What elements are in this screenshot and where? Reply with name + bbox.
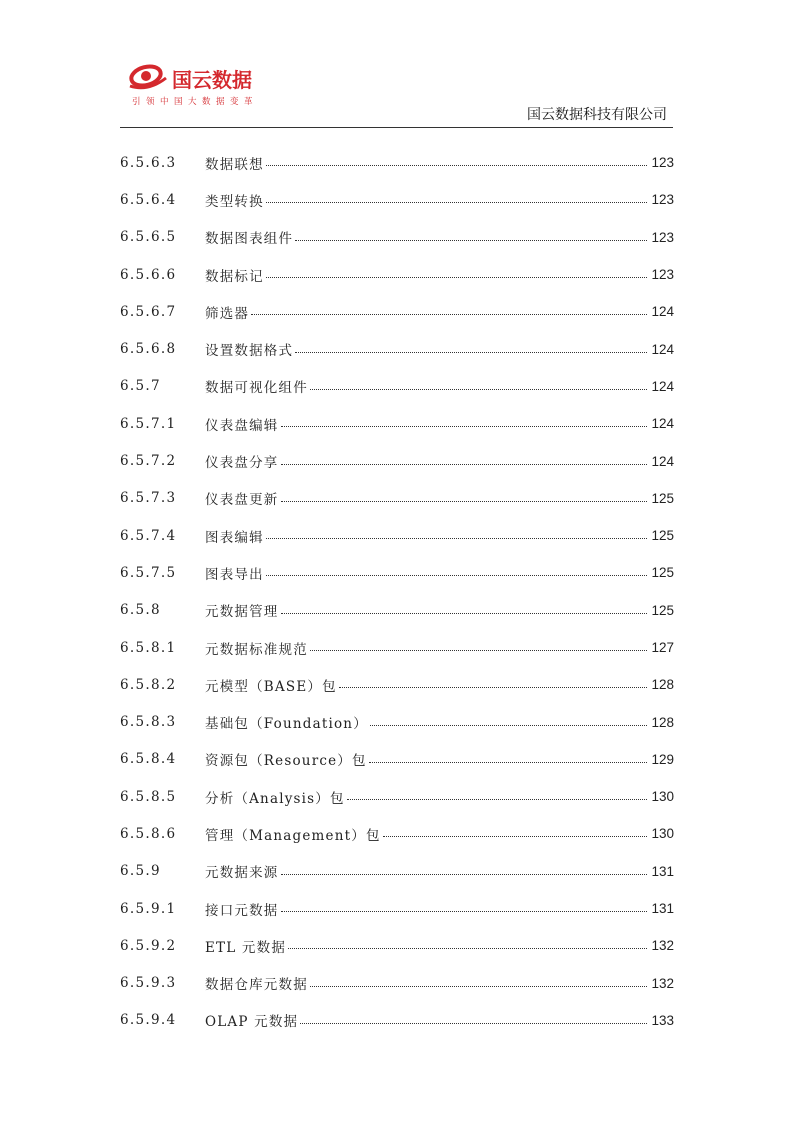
toc-entry-title: 元数据管理 xyxy=(205,604,279,621)
toc-entry-number: 6.5.9.3 xyxy=(120,975,177,992)
toc-entry[interactable] xyxy=(120,703,674,740)
logo-slogan: 引领中国大数据变革 xyxy=(132,97,259,107)
toc-entry-number: 6.5.8 xyxy=(120,602,161,619)
toc-leader-dots xyxy=(339,687,648,688)
toc-entry-page: 124 xyxy=(651,304,674,320)
toc-entry-title: 数据可视化组件 xyxy=(205,380,308,397)
toc-entry-page: 128 xyxy=(651,677,674,693)
toc-leader-dots xyxy=(251,314,647,315)
toc-leader-dots xyxy=(383,836,648,837)
toc-entry[interactable] xyxy=(120,666,674,703)
toc-entry[interactable] xyxy=(120,368,674,405)
toc-leader-dots xyxy=(370,725,648,726)
toc-entry-number: 6.5.9 xyxy=(120,863,161,880)
toc-entry-number: 6.5.7 xyxy=(120,378,161,395)
toc-entry-page: 129 xyxy=(651,751,674,767)
toc-entry-page: 123 xyxy=(651,267,674,283)
toc-entry-page: 125 xyxy=(651,602,674,618)
toc-entry-page: 130 xyxy=(651,826,674,842)
toc-leader-dots xyxy=(266,277,648,278)
toc-entry-title: 数据联想 xyxy=(205,156,264,173)
toc-entry-title: 元数据来源 xyxy=(205,865,279,882)
toc-entry-page: 125 xyxy=(651,490,674,506)
toc-entry-number: 6.5.6.4 xyxy=(120,191,177,208)
toc-entry[interactable] xyxy=(120,256,674,293)
toc-leader-dots xyxy=(281,613,648,614)
toc-entry-page: 128 xyxy=(651,714,674,730)
toc-entry[interactable] xyxy=(120,181,674,218)
toc-entry-title: 元模型（BASE）包 xyxy=(205,678,337,695)
toc-entry-title: 数据仓库元数据 xyxy=(205,977,308,994)
toc-entry-number: 6.5.7.2 xyxy=(120,453,177,470)
toc-entry-title: ETL 元数据 xyxy=(205,939,287,956)
toc-leader-dots xyxy=(310,650,648,651)
header-divider xyxy=(120,127,673,128)
toc-leader-dots xyxy=(310,986,648,987)
toc-entry-number: 6.5.9.2 xyxy=(120,937,177,954)
toc-entry-number: 6.5.6.6 xyxy=(120,266,177,283)
toc-entry[interactable] xyxy=(120,219,674,256)
toc-entry[interactable] xyxy=(120,853,674,890)
logo-text: 国云数据 xyxy=(172,68,252,92)
toc-entry-title: 数据标记 xyxy=(205,268,264,285)
toc-entry-title: 仪表盘分享 xyxy=(205,455,279,472)
toc-entry-number: 6.5.8.5 xyxy=(120,788,177,805)
toc-entry-title: 基础包（Foundation） xyxy=(205,716,368,733)
toc-entry-title: 图表导出 xyxy=(205,566,264,583)
toc-entry-title: 仪表盘更新 xyxy=(205,492,279,509)
toc-entry[interactable] xyxy=(120,592,674,629)
toc-entry[interactable] xyxy=(120,927,674,964)
company-logo xyxy=(128,62,278,108)
toc-entry-number: 6.5.8.6 xyxy=(120,825,177,842)
toc-leader-dots xyxy=(281,464,648,465)
toc-entry-page: 125 xyxy=(651,528,674,544)
toc-entry-number: 6.5.6.8 xyxy=(120,341,177,358)
toc-entry-page: 124 xyxy=(651,416,674,432)
toc-entry-title: 仪表盘编辑 xyxy=(205,417,279,434)
toc-leader-dots xyxy=(281,501,648,502)
toc-entry[interactable] xyxy=(120,778,674,815)
toc-entry-page: 123 xyxy=(651,155,674,171)
toc-entry-number: 6.5.6.5 xyxy=(120,229,177,246)
toc-entry-number: 6.5.7.5 xyxy=(120,564,177,581)
toc-leader-dots xyxy=(266,538,648,539)
toc-entry[interactable] xyxy=(120,144,674,181)
toc-entry-page: 124 xyxy=(651,453,674,469)
toc-leader-dots xyxy=(295,240,647,241)
toc-entry-page: 131 xyxy=(651,901,674,917)
toc-entry-title: 管理（Management）包 xyxy=(205,827,381,844)
toc-entry-number: 6.5.8.2 xyxy=(120,676,177,693)
company-name: 国云数据科技有限公司 xyxy=(527,107,667,123)
toc-entry-number: 6.5.8.1 xyxy=(120,639,177,656)
toc-entry-page: 132 xyxy=(651,975,674,991)
toc-entry-title: 图表编辑 xyxy=(205,529,264,546)
toc-leader-dots xyxy=(369,762,648,763)
toc-entry-page: 123 xyxy=(651,192,674,208)
toc-entry[interactable] xyxy=(120,330,674,367)
toc-leader-dots xyxy=(347,799,648,800)
toc-entry[interactable] xyxy=(120,517,674,554)
toc-entry[interactable] xyxy=(120,965,674,1002)
toc-entry[interactable] xyxy=(120,405,674,442)
toc-entry-page: 124 xyxy=(651,341,674,357)
toc-entry-number: 6.5.6.7 xyxy=(120,303,177,320)
toc-entry-number: 6.5.9.1 xyxy=(120,900,177,917)
toc-leader-dots xyxy=(281,911,648,912)
toc-entry-number: 6.5.7.4 xyxy=(120,527,177,544)
table-of-contents xyxy=(120,144,674,1039)
toc-entry[interactable] xyxy=(120,1002,674,1039)
toc-entry[interactable] xyxy=(120,554,674,591)
toc-entry-page: 127 xyxy=(651,640,674,655)
toc-leader-dots xyxy=(281,874,648,875)
toc-entry-title: 类型转换 xyxy=(205,193,264,210)
toc-entry[interactable] xyxy=(120,480,674,517)
page-header xyxy=(0,0,793,130)
toc-entry-title: 筛选器 xyxy=(205,305,250,322)
toc-entry-title: OLAP 元数据 xyxy=(205,1014,299,1031)
toc-entry[interactable] xyxy=(120,815,674,852)
toc-leader-dots xyxy=(310,389,648,390)
toc-entry-title: 接口元数据 xyxy=(205,902,279,919)
toc-leader-dots xyxy=(300,1023,647,1024)
toc-entry-page: 133 xyxy=(651,1012,674,1028)
toc-entry-page: 124 xyxy=(651,378,674,394)
toc-leader-dots xyxy=(266,202,648,203)
toc-entry-title: 设置数据格式 xyxy=(205,343,294,360)
toc-entry[interactable] xyxy=(120,293,674,330)
toc-entry-number: 6.5.9.4 xyxy=(120,1012,177,1029)
toc-leader-dots xyxy=(266,575,648,576)
toc-leader-dots xyxy=(266,165,648,166)
toc-entry-number: 6.5.7.3 xyxy=(120,490,177,507)
toc-entry-number: 6.5.8.3 xyxy=(120,714,177,731)
toc-entry-number: 6.5.8.4 xyxy=(120,751,177,768)
toc-entry-title: 元数据标准规范 xyxy=(205,641,308,658)
toc-leader-dots xyxy=(288,948,647,949)
toc-entry-page: 125 xyxy=(651,565,674,581)
toc-leader-dots xyxy=(281,426,648,427)
toc-entry[interactable] xyxy=(120,890,674,927)
toc-entry-page: 130 xyxy=(651,789,674,805)
swoosh-emblem-icon xyxy=(129,63,166,88)
toc-entry[interactable] xyxy=(120,442,674,479)
toc-entry-number: 6.5.7.1 xyxy=(120,415,177,432)
toc-leader-dots xyxy=(295,352,647,353)
toc-entry[interactable] xyxy=(120,629,674,666)
toc-entry[interactable] xyxy=(120,741,674,778)
toc-entry-title: 数据图表组件 xyxy=(205,231,294,248)
toc-entry-number: 6.5.6.3 xyxy=(120,154,177,171)
toc-entry-title: 分析（Analysis）包 xyxy=(205,790,345,807)
toc-entry-page: 132 xyxy=(651,938,674,954)
toc-entry-title: 资源包（Resource）包 xyxy=(205,753,367,770)
toc-entry-page: 123 xyxy=(651,229,674,245)
toc-entry-page: 131 xyxy=(651,863,674,879)
